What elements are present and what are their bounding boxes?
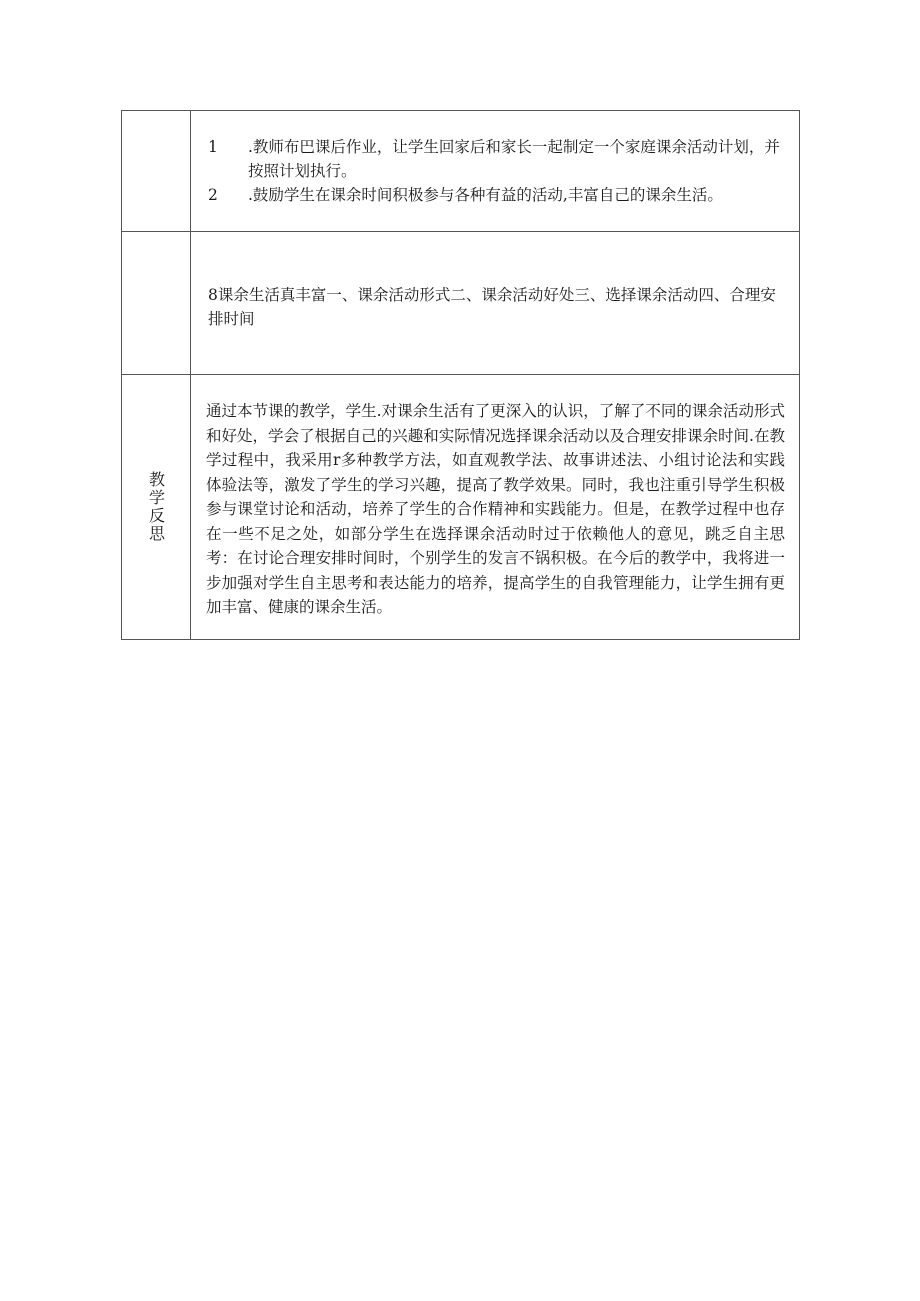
board-label-cell	[122, 232, 191, 375]
homework-label-cell	[122, 111, 191, 232]
board-content-cell	[191, 232, 800, 375]
homework-item-number: 2	[208, 186, 218, 204]
homework-item-text: .教师布巴课后作业，让学生回家后和家长一起制定一个家庭课余活动计划，并按照计划执行。	[248, 138, 780, 180]
homework-item	[208, 183, 781, 207]
homework-item-number: 1	[208, 138, 218, 156]
reflection-content-cell	[191, 375, 800, 640]
homework-content-cell	[191, 111, 800, 232]
reflection-text: 通过本节课的教学，学生.对课余生活有了更深入的认识，了解了不同的课余活动形式和好处，学会了根据自己的兴趣和实际情况选择课余活动以及合理安排课余时间.在教学过程中，我采用r多种教学方法，如直观教学法、故事讲述法、小组讨论法和实践体验法等，激发了学生的学习兴趣，提高了教学效果。同时，我也注重引导学生积极参与课堂讨论和活动，培养了学生的合作精神和实践能力。但是，在教学过程中也存在一些不足之处，如部分学生在选择课余活动时过于依赖他人的意见，跳乏自主思考：在讨论合理安排时间时，个别学生的发言不锅积极。在今后的教学中，我将进一步加强对学生自主思考和表达能力的培养，提高学生的自我管理能力，让学生拥有更加丰富、健康的课余生活。	[206, 402, 785, 616]
lesson-plan-table	[121, 110, 800, 640]
reflection-label: 教学反思	[146, 471, 166, 543]
board-design-text: 8课余生活真丰富一、课余活动形式二、课余活动好处三、选择课余活动四、合理安排时间	[208, 286, 776, 328]
board-design-row	[122, 232, 800, 375]
homework-row	[122, 111, 800, 232]
homework-item-text: .鼓励学生在课余时间积极参与各种有益的活动,丰富自己的课余生活。	[248, 186, 723, 204]
reflection-row	[122, 375, 800, 640]
reflection-label-cell	[122, 375, 191, 640]
homework-item	[208, 135, 781, 183]
